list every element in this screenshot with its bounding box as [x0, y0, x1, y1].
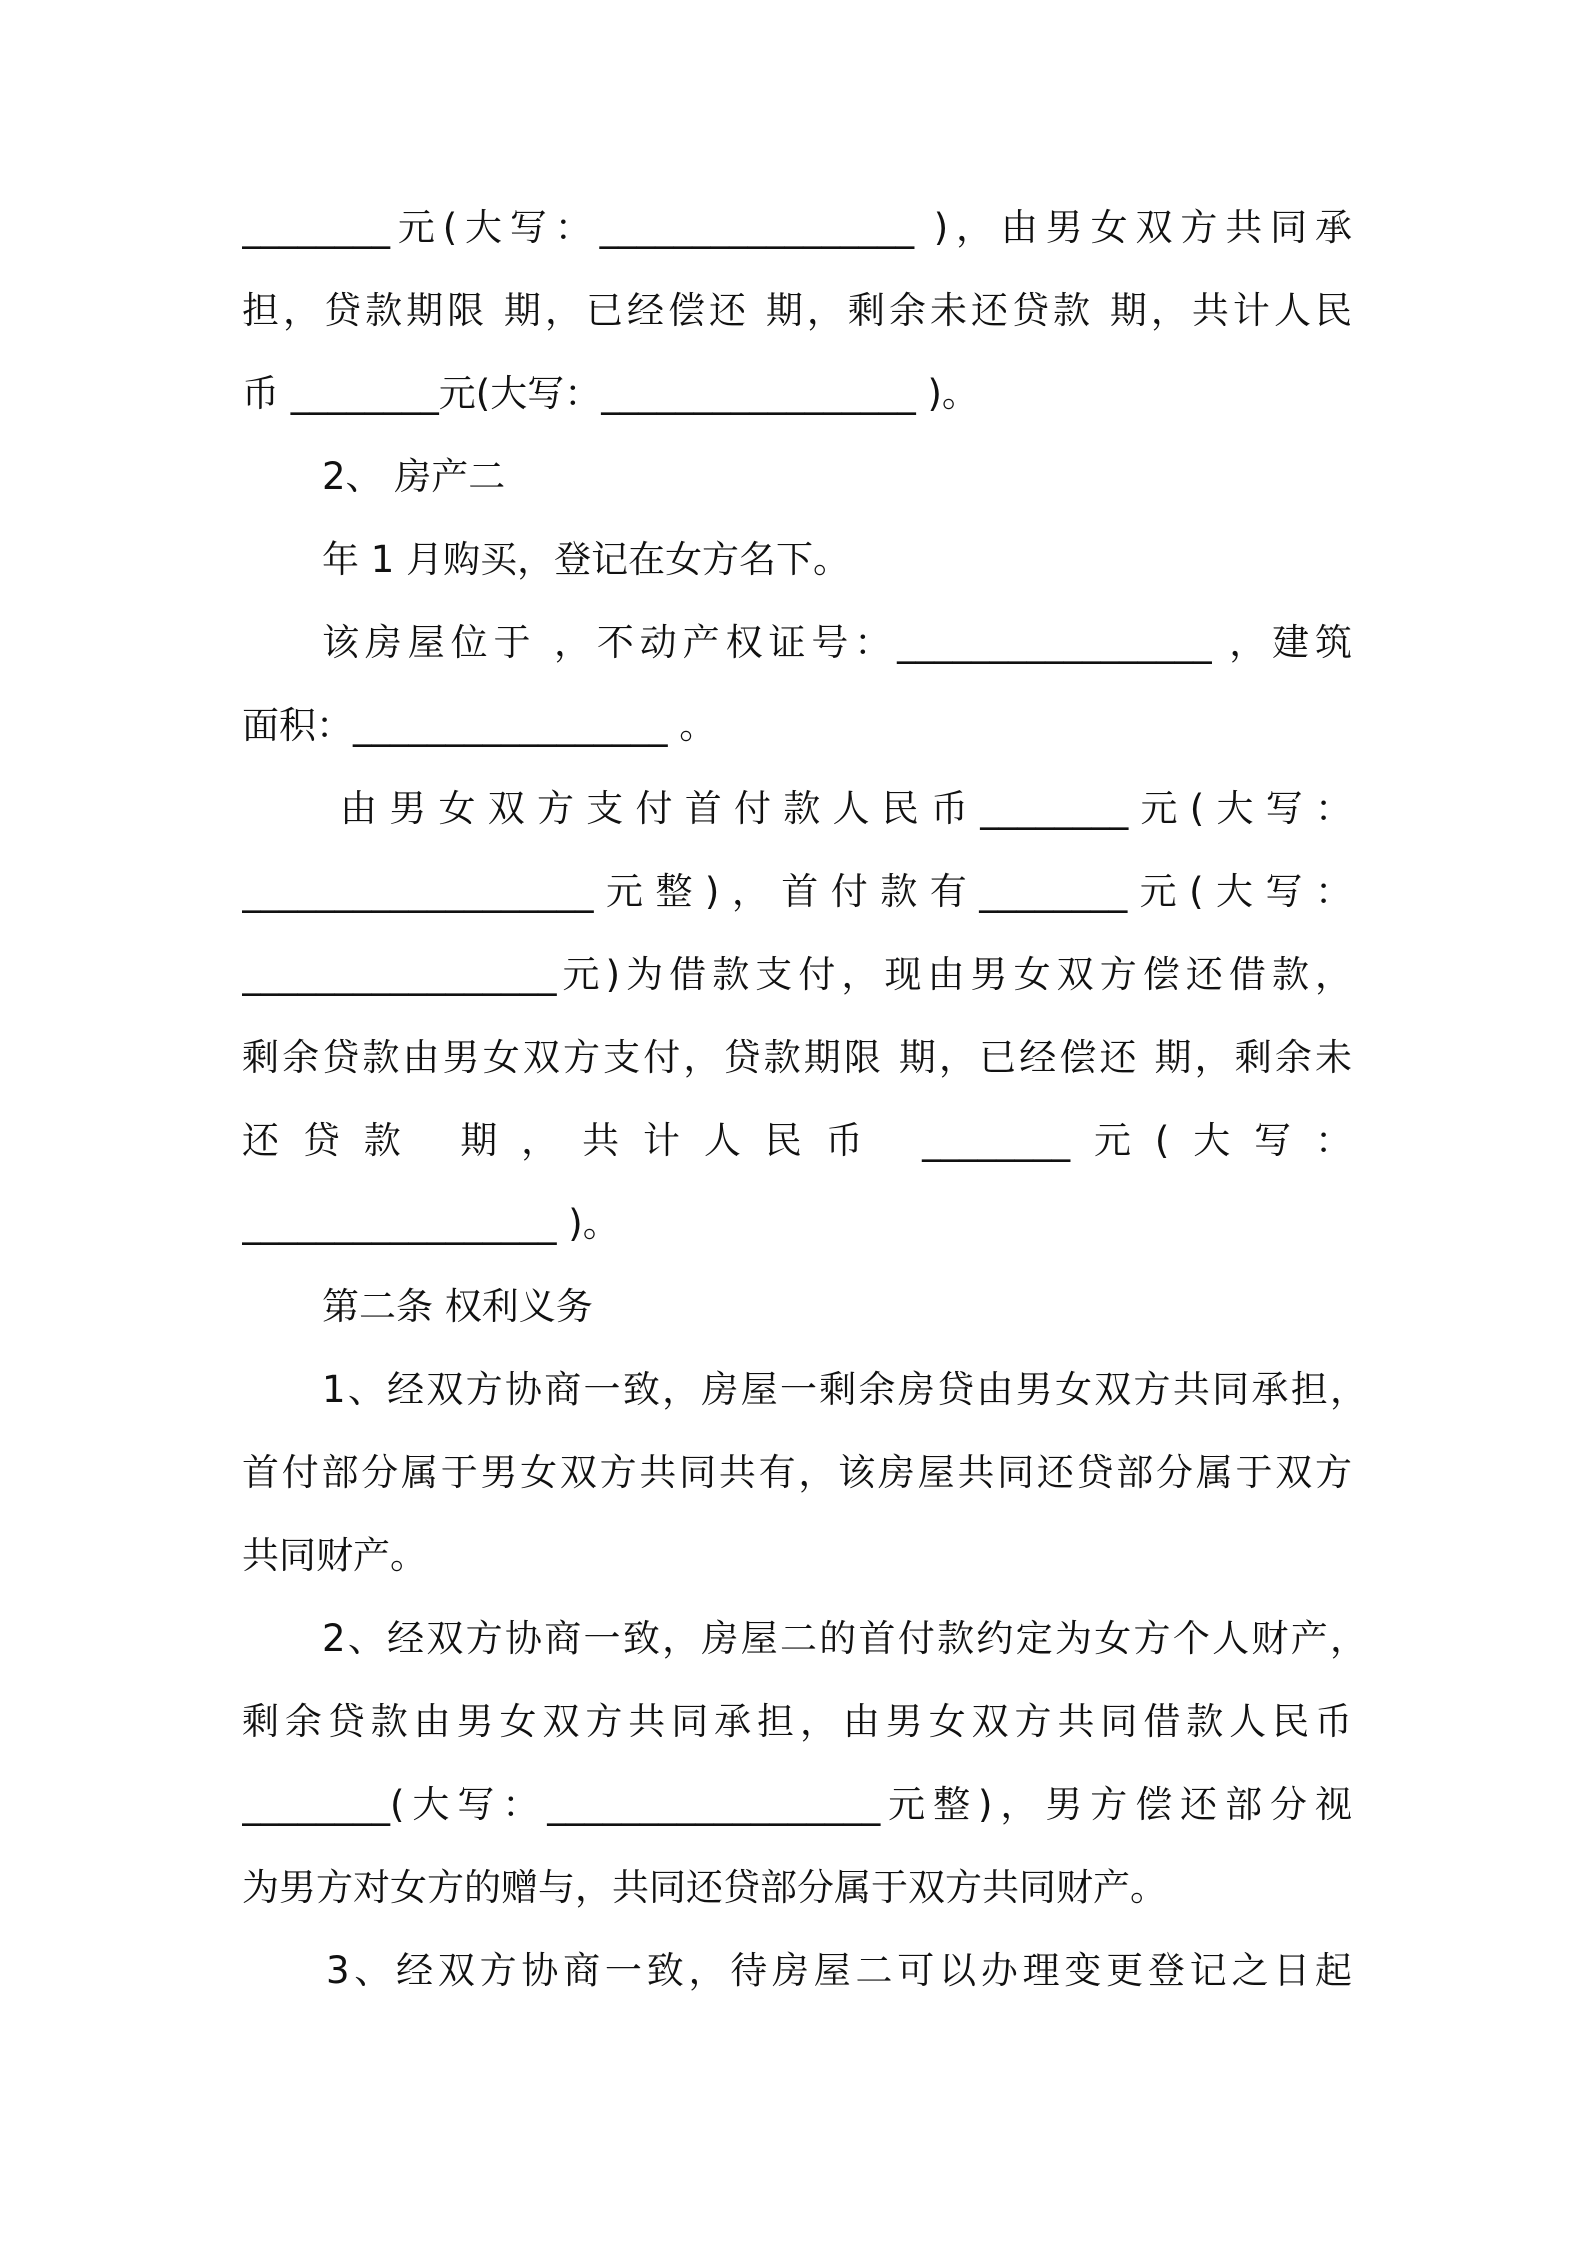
text-line: 还贷款 期，共计人民币 ________元(大写： [242, 1119, 1352, 1162]
text-line: 为男方对女方的赠与，共同还贷部分属于双方共同财产。 [242, 1866, 1167, 1909]
text-line: 币 ________元(大写：_________________ )。 [242, 372, 979, 415]
text-line: 剩余贷款由男女双方支付，贷款期限 期，已经偿还 期，剩余未 [242, 1036, 1352, 1079]
text-line: 担，贷款期限 期，已经偿还 期，剩余未还贷款 期，共计人民 [242, 289, 1352, 332]
text-line: ___________________元整)，首付款有________元(大写： [242, 870, 1352, 913]
text-line: 面积：_________________ 。 [242, 704, 717, 747]
text-line: 剩余贷款由男女双方共同承担，由男女双方共同借款人民币 [242, 1700, 1352, 1743]
text-line: _________________元)为借款支付，现由男女双方偿还借款， [242, 953, 1352, 996]
text-line: 1、经双方协商一致，房屋一剩余房贷由男女双方共同承担， [322, 1368, 1367, 1411]
text-line: 共同财产。 [242, 1534, 427, 1577]
text-line: _________________ )。 [242, 1202, 620, 1245]
text-line: 首付部分属于男女双方共同共有，该房屋共同还贷部分属于双方 [242, 1451, 1352, 1494]
text-line: 3、经双方协商一致，待房屋二可以办理变更登记之日起 [326, 1949, 1352, 1992]
text-line: 该房屋位于 ，不动产权证号：_________________ ，建筑 [322, 621, 1352, 664]
article-heading: 第二条 权利义务 [322, 1285, 593, 1328]
text-line: 年 1 月购买，登记在女方名下。 [322, 538, 851, 581]
text-line: 2、经双方协商一致，房屋二的首付款约定为女方个人财产， [322, 1617, 1367, 1660]
section-heading: 2、 房产二 [322, 455, 506, 498]
text-line: 由男女双方支付首付款人民币________元(大写： [340, 787, 1352, 830]
text-line: ________(大写：__________________元整)，男方偿还部分视 [242, 1783, 1352, 1826]
text-line: ________元(大写：_________________ )，由男女双方共同承 [242, 206, 1352, 249]
